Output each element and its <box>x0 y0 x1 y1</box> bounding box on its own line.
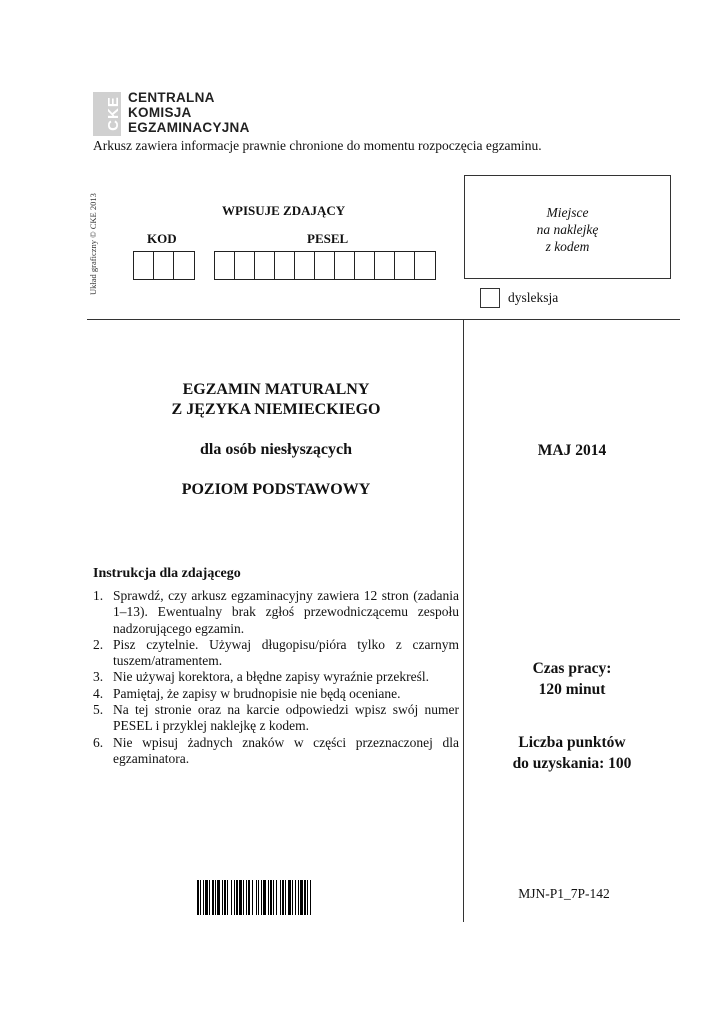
entry-header: WPISUJE ZDAJĄCY <box>222 203 346 218</box>
exam-date: MAJ 2014 <box>537 442 607 459</box>
exam-code: MJN-P1_7P-142 <box>518 886 610 901</box>
pesel-cell[interactable] <box>375 252 395 279</box>
dyslexia-label: dysleksja <box>508 290 559 305</box>
exam-title-line2: Z JĘZYKA NIEMIECKIEGO <box>171 401 381 418</box>
pesel-cell[interactable] <box>295 252 315 279</box>
vertical-divider <box>463 319 464 922</box>
logo-line: EGZAMINACYJNA <box>128 120 250 135</box>
max-points <box>464 732 680 774</box>
exam-title-line1: EGZAMIN MATURALNY <box>182 381 370 398</box>
work-time <box>464 658 680 700</box>
sticker-line: na naklejkę <box>536 222 599 237</box>
exam-level: POZIOM PODSTAWOWY <box>181 481 371 498</box>
copyright-note: Układ graficzny © CKE 2013 <box>88 193 98 295</box>
work-time-value: 120 minut <box>538 681 606 698</box>
work-time-label: Czas pracy: <box>532 660 612 677</box>
sticker-line: z kodem <box>545 239 590 254</box>
exam-audience: dla osób niesłyszących <box>199 441 352 458</box>
pesel-cell[interactable] <box>275 252 295 279</box>
horizontal-divider <box>87 319 680 320</box>
pesel-cell[interactable] <box>395 252 415 279</box>
instruction-item: 1. Sprawdź, czy arkusz egzaminacyjny zawiera 12 stron (zadania 1–13). Ewentualny brak zgłoś przewodniczącemu zespołu nadzorującego egzamin. <box>93 588 459 636</box>
kod-cell[interactable] <box>174 252 194 279</box>
max-points-label: Liczba punktów <box>518 734 626 751</box>
pesel-cell[interactable] <box>235 252 255 279</box>
sticker-line: Miejsce <box>546 205 589 220</box>
pesel-cell[interactable] <box>335 252 355 279</box>
instruction-item: 3. Nie używaj korektora, a błędne zapisy wyraźnie przekreśl. <box>93 669 429 685</box>
kod-cell[interactable] <box>134 252 154 279</box>
max-points-value: do uzyskania: 100 <box>512 755 632 772</box>
instruction-item: 6. Nie wpisuj żadnych znaków w części przeznaczonej dla egzaminatora. <box>93 734 459 766</box>
instruction-item: 5. Na tej stronie oraz na karcie odpowiedzi wpisz swój numer PESEL i przyklej naklejkę z kodem. <box>93 702 459 734</box>
pesel-label: PESEL <box>307 231 349 246</box>
logo-line: CENTRALNA <box>128 90 215 105</box>
logo-line: KOMISJA <box>128 105 192 120</box>
pesel-cell[interactable] <box>355 252 375 279</box>
exam-title <box>93 380 459 420</box>
pesel-cell[interactable] <box>215 252 235 279</box>
dyslexia-checkbox[interactable] <box>480 288 500 308</box>
sticker-placeholder <box>464 175 671 279</box>
confidentiality-notice: Arkusz zawiera informacje prawnie chronione do momentu rozpoczęcia egzaminu. <box>93 138 542 153</box>
instruction-item: 4. Pamiętaj, że zapisy w brudnopisie nie będą oceniane. <box>93 685 401 701</box>
kod-label: KOD <box>147 231 177 246</box>
instructions-title: Instrukcja dla zdającego <box>93 566 241 581</box>
pesel-cell[interactable] <box>315 252 335 279</box>
pesel-cell[interactable] <box>415 252 435 279</box>
cke-logo-text <box>128 90 250 135</box>
pesel-field[interactable] <box>214 251 436 280</box>
pesel-cell[interactable] <box>255 252 275 279</box>
barcode <box>197 880 355 915</box>
cke-logo-mark: CKE <box>93 92 121 136</box>
kod-cell[interactable] <box>154 252 174 279</box>
instruction-item: 2. Pisz czytelnie. Używaj długopisu/pióra tylko z czarnym tuszem/atramentem. <box>93 636 459 669</box>
instructions-list <box>93 588 459 767</box>
kod-field[interactable] <box>133 251 195 280</box>
